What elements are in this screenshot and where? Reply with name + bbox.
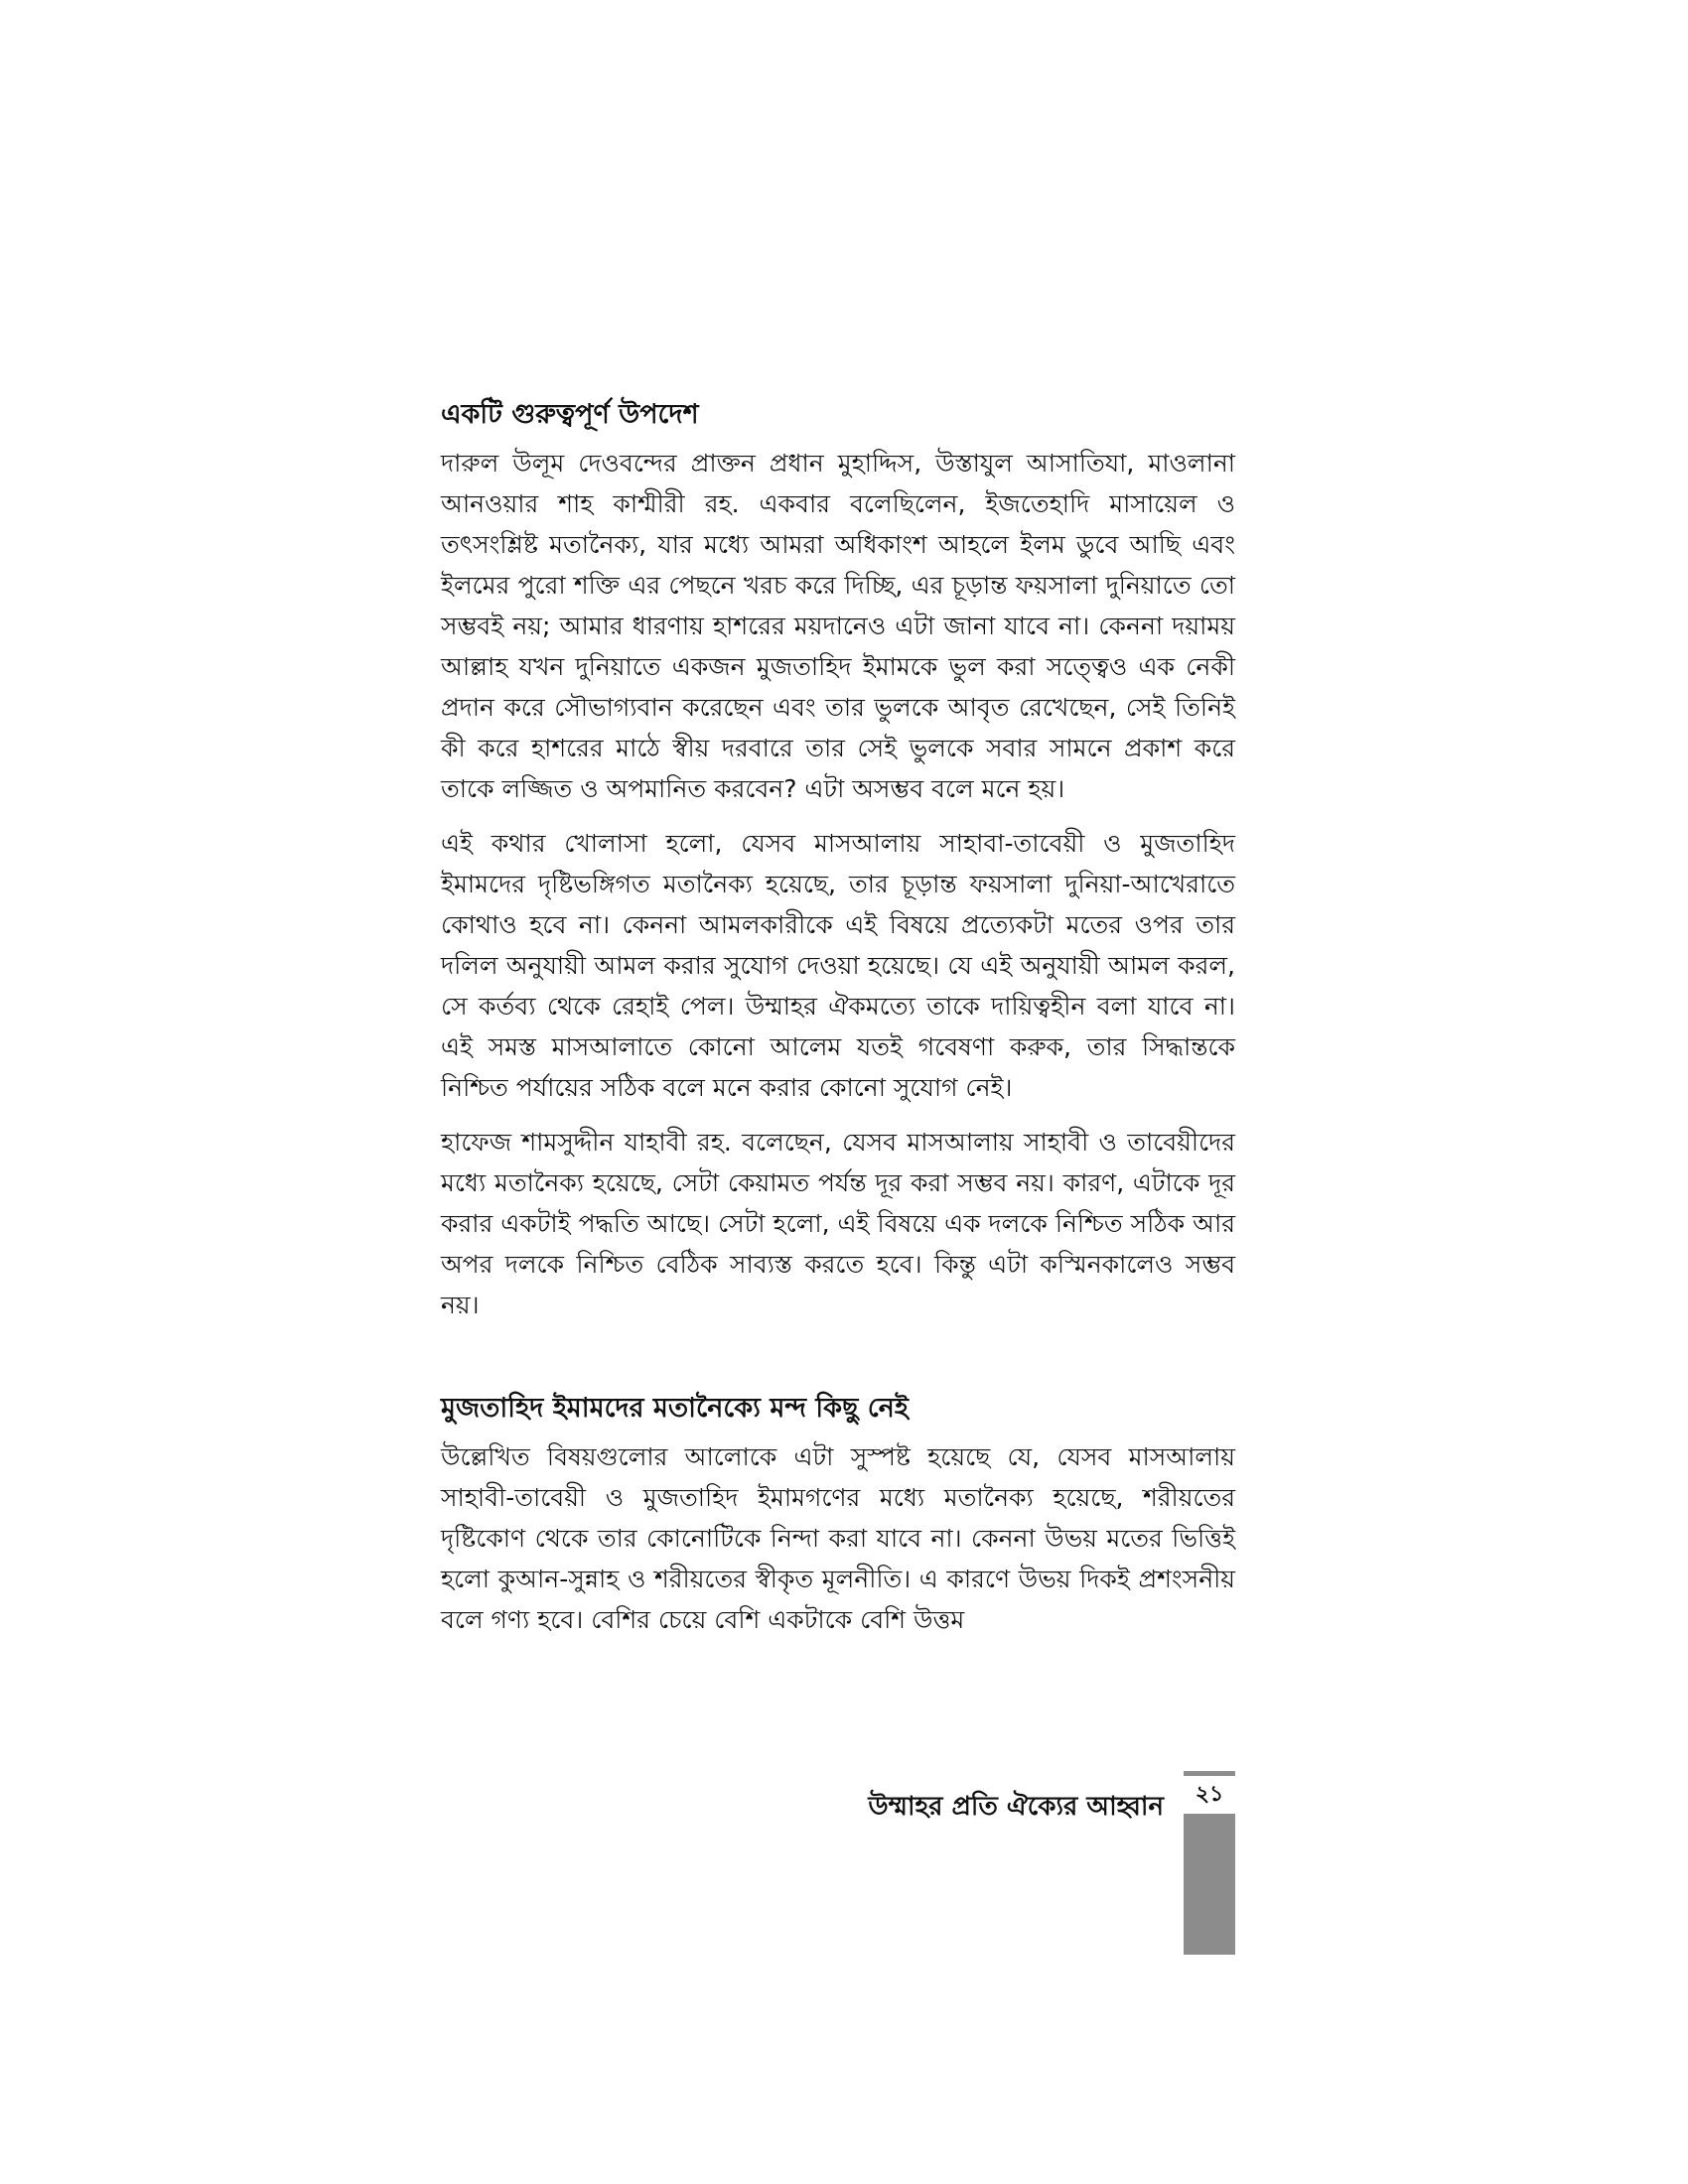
paragraph: হাফেজ শামসুদ্দীন যাহাবী রহ. বলেছেন, যেসব মাসআলায় সাহাবী ও তাবেয়ীদের মধ্যে মতানৈক্য হয়েছে, সেটা কেয়ামত পর্যন্ত দূর করা সম্ভব নয়। কারণ, এটাকে দূর করার একটাই পদ্ধতি আছে। সেটা হলো, এই বিষয়ে এক দলকে নিশ্চিত সঠিক আর অপর দলকে নিশ্চিত বেঠিক সাব্যস্ত করতে হবে। কিন্তু এটা কস্মিনকালেও সম্ভব নয়।	[441, 1128, 1235, 1319]
thumb-index-bar	[1184, 1814, 1235, 1955]
page-number: ২১	[1184, 1776, 1235, 1814]
main-text-block	[441, 395, 1235, 1654]
paragraph: দারুল উলূম দেওবন্দের প্রাক্তন প্রধান মুহাদ্দিস, উস্তাযুল আসাতিযা, মাওলানা আনওয়ার শাহ কাশ্মীরী রহ. একবার বলেছিলেন, ইজতেহাদি মাসায়েল ও তৎসংশ্লিষ্ট মতানৈক্য, যার মধ্যে আমরা অধিকাংশ আহলে ইলম ডুবে আছি এবং ইলমের পুরো শক্তি এর পেছনে খরচ করে দিচ্ছি, এর চূড়ান্ত ফয়সালা দুনিয়াতে তো সম্ভবই নয়; আমার ধারণায় হাশরের ময়দানেও এটা জানা যাবে না। কেননা দয়াময় আল্লাহ যখন দুনিয়াতে একজন মুজতাহিদ ইমামকে ভুল করা সত্ত্বেও এক নেকী প্রদান করে সৌভাগ্যবান করেছেন এবং তার ভুলকে আবৃত রেখেছেন, সেই তিনিই কী করে হাশরের মাঠে স্বীয় দরবারে তার সেই ভুলকে সবার সামনে প্রকাশ করে তাকে লজ্জিত ও অপমানিত করবেন? এটা অসম্ভব বলে মনে হয়।	[441, 449, 1235, 803]
section-heading: একটি গুরুত্বপূর্ণ উপদেশ	[441, 399, 699, 430]
page-number-tab	[1184, 1771, 1235, 1955]
section-heading: মুজতাহিদ ইমামদের মতানৈক্যে মন্দ কিছু নেই	[441, 1393, 909, 1424]
paragraph: এই কথার খোলাসা হলো, যেসব মাসআলায় সাহাবা-তাবেয়ী ও মুজতাহিদ ইমামদের দৃষ্টিভঙ্গিগত মতানৈক্য হয়েছে, তার চূড়ান্ত ফয়সালা দুনিয়া-আখেরাতে কোথাও হবে না। কেননা আমলকারীকে এই বিষয়ে প্রত্যেকটা মতের ওপর তার দলিল অনুযায়ী আমল করার সুযোগ দেওয়া হয়েছে। যে এই অনুযায়ী আমল করল, সে কর্তব্য থেকে রেহাই পেল। উম্মাহর ঐকমত্যে তাকে দায়িত্বহীন বলা যাবে না। এই সমস্ত মাসআলাতে কোনো আলেম যতই গবেষণা করুক, তার সিদ্ধান্তকে নিশ্চিত পর্যায়ের সঠিক বলে মনে করার কোনো সুযোগ নেই।	[441, 829, 1235, 1102]
running-footer-title: উম্মাহর প্রতি ঐক্যের আহ্বান	[868, 1792, 1164, 1822]
paragraph: উল্লেখিত বিষয়গুলোর আলোকে এটা সুস্পষ্ট হয়েছে যে, যেসব মাসআলায় সাহাবী-তাবেয়ী ও মুজতাহিদ ইমামগণের মধ্যে মতানৈক্য হয়েছে, শরীয়তের দৃষ্টিকোণ থেকে তার কোনোটিকে নিন্দা করা যাবে না। কেননা উভয় মতের ভিত্তিই হলো কুআন-সুন্নাহ ও শরীয়তের স্বীকৃত মূলনীতি। এ কারণে উভয় দিকই প্রশংসনীয় বলে গণ্য হবে। বেশির চেয়ে বেশি একটাকে বেশি উত্তম	[441, 1442, 1235, 1634]
